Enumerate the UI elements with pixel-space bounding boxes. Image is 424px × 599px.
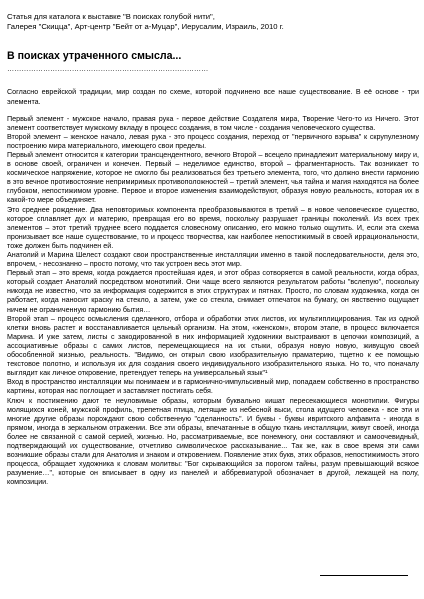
paragraph: Ключ к постижению дают те неуловимые образы, которым буквально кишат пересекающиеся монотипии. Фигуры молящихся коней, мужской профиль, трепетная птица, летящие из небесной выси, стола идущего человека - все эти и многие другие образы порождают свою собственную "сделанность". И буквы - буквы ивритского алфавита - иногда в прямом, иногда в зеркальном отражении. Все эти образы, впечатанные в общую ткань инсталляции, живут своей, иногда более не связанной с самой серией, жизнью. Но, рассматриваемые, все понемногу, они составляют и самоочевидный, подтверждающий их существование, отчетливо символическое рассказывание... Так же, как в свое время эти сами возникшие образы стали для Анатолия и знаком и откровением. Появление этих букв, этих образов, непостижимость этого процесса, обращает художника к словам молитвы: "Бог скрывающийся за порогом тайны, разум превышающий всякое разумение…", которые он вписывает в одну из панелей и аббревиатурой обозначает в другой, лежащей на полу, композиции.: [7, 396, 419, 487]
footnote-separator: [320, 575, 408, 576]
article-title: В поисках утраченного смысла...: [7, 50, 182, 63]
paragraph: Анатолий и Марина Шелест создают свои пространственные инсталляции именно в такой последовательности, деля это, впрочем, - несознанно – просто потому, что так устроен весь этот мир.: [7, 251, 419, 269]
paragraph: Вход в пространство инсталляции мы понимаем и в гармонично-импульсивный мир, попадаем собственно в пространство картины, которая нас поглощает и заставляет постигать себя.: [7, 378, 419, 396]
article-body: [7, 88, 419, 487]
paragraph: Первый элемент - мужское начало, правая рука - первое действие Создателя мира, Творение Чего-то из Ничего. Этот элемент соответствует мужскому вкладу в процесс создания, в том числе - создания человеческого существа.: [7, 114, 419, 132]
paragraph: Второй элемент – женское начало, левая рука - это процесс создания, переход от "первичного взрыва" к скрупулезному построению мира материального, имеющего свои пределы.: [7, 132, 419, 150]
paragraph: Это среднее рождение. Два неповторимых компонента преобразовываются в третий – в новое человеческое существо, которое сплавляет дух и материю, превращая его во время, поскольку разрушает границы поколений. Из всех трех элементов – этот третий труднее всего поддается словесному описанию, его можно только ощутить. И, если эта схема пронизывает все наше существование, то и процесс творчества, как наиболее непостижимый в своей иррациональности, тоже должен быть подчинен ей.: [7, 205, 419, 250]
header-line-2: Галерея "Скицца", Арт-центр "Бейт от а-Муцар", Иерусалим, Израиль, 2010 г.: [7, 22, 284, 32]
document-page: [7, 0, 419, 487]
dotted-separator: …………………………………………………………………………: [7, 64, 209, 74]
header-line-1: Статья для каталога к выставке "В поисках голубой нити",: [7, 12, 215, 21]
paragraph: Согласно еврейской традиции, мир создан по схеме, которой подчинено все наше существование. В её основе - три элемента.: [7, 88, 419, 106]
paragraph: Первый элемент относится к категории трансцендентного, вечного Второй – всецело принадлежит материальному миру и, в основе своей, ограничен и конечен. Первый – неделимое единство, второй – фрагментарность. Так возникает то космическое напряжение, которое не смогло бы реализоваться без третьего элемента, того, что должно внести гармонию в это вечное противостояние непримиримых противоположностей – третий элемент, чья тайна и магия находятся на более глубоком, непостижимом уровне. Первое и второе изменения взаимодействуют, образуя новую реальность, которая их в какой-то мере объединяет.: [7, 150, 419, 205]
paragraph: Первый этап – это время, когда рождается простейшая идея, и этот образ сотворяется в самой реальности, когда образ, который создает Анатолий посредством монотипий. Они чаще всего являются результатом работы "вслепую", поскольку никогда не известно, что за информация содержится в этих структурах и пятнах. Просто, по словам художника, когда он работает, когда наносит краску на стекло, а затем, уже со стекла, снимает отпечаток на бумагу, он явственно ощущает ничем не ограниченную гармонию бытия…: [7, 269, 419, 314]
catalog-header: [7, 12, 419, 32]
paragraph: Второй этап – процесс осмысления сделанного, отбора и обработки этих листов, их мультиплицирования. Так из одной клетки вновь растет и восстанавливается цельный организм. На этом, «женском», втором этапе, в процесс включается Марина. И уже затем, листы с закодированной в них информацией художники выстраивают в цепочки композиций, а ассоциативные образы с самих листов, перемещающиеся на их стыки, образуя новую новую, живущую своей обособленной жизнью, реальность. "Видимо, он открыл свою изобразительную праматерию, тщетно к ее помощью текстовое полотно, и используя их для создания своего индивидуального изобразительного языка. Но то, что поначалу выглядит как личное откровение, претендует теперь на универсальный язык"¹: [7, 314, 419, 378]
